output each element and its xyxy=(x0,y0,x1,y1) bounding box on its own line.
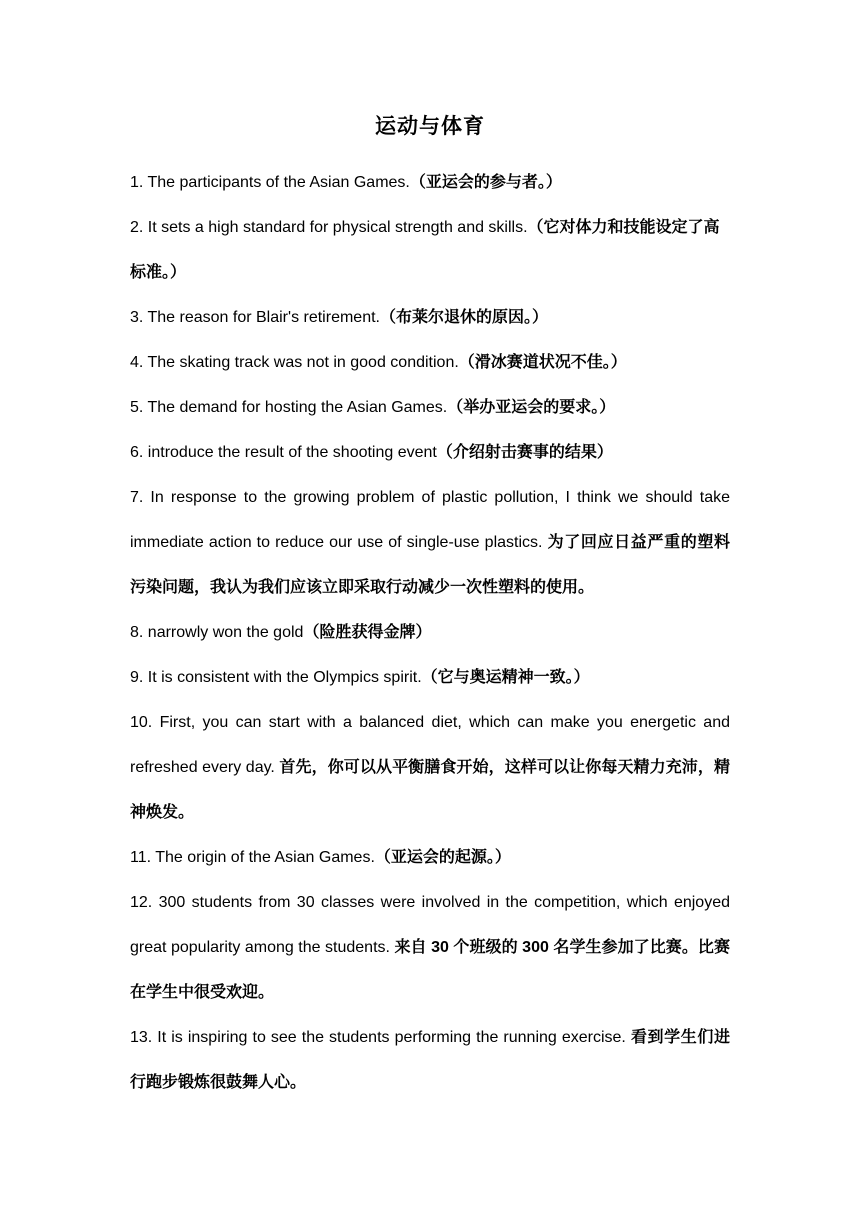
english-text: 2. It sets a high standard for physical strength and skills. xyxy=(130,219,528,236)
english-text: 11. The origin of the Asian Games. xyxy=(130,849,375,866)
chinese-text: （它对体力和技能设定了高标准。） xyxy=(130,219,720,281)
chinese-text: （亚运会的起源。） xyxy=(374,849,511,866)
list-item xyxy=(130,385,730,430)
english-text: 6. introduce the result of the shooting event xyxy=(130,444,437,461)
english-text: 5. The demand for hosting the Asian Games. xyxy=(130,399,448,416)
english-text: 3. The reason for Blair's retirement. xyxy=(130,309,380,326)
list-item xyxy=(130,295,730,340)
sentence-list xyxy=(130,160,735,1105)
chinese-text: （布莱尔退休的原因。） xyxy=(379,309,548,326)
english-text: 12. 300 students from 30 classes were involved in the competition, which enjoyed great popularity among the students. xyxy=(130,894,735,956)
list-item xyxy=(130,340,730,385)
chinese-text: 看到学生们进行跑步锻炼很鼓舞人心。 xyxy=(130,1029,730,1091)
chinese-text: 为了回应日益严重的塑料污染问题，我认为我们应该立即采取行动减少一次性塑料的使用。 xyxy=(130,534,730,596)
list-item xyxy=(130,880,735,1015)
chinese-text: （亚运会的参与者。） xyxy=(409,174,562,191)
chinese-text: （险胜获得金牌） xyxy=(303,624,432,641)
page-title: 运动与体育 xyxy=(375,115,485,138)
list-item xyxy=(130,205,730,295)
list-item xyxy=(130,1015,730,1105)
english-text: 1. The participants of the Asian Games. xyxy=(130,174,410,191)
chinese-text: 首先，你可以从平衡膳食开始，这样可以让你每天精力充沛，精神焕发。 xyxy=(130,759,730,821)
english-text: 4. The skating track was not in good condition. xyxy=(130,354,459,371)
list-item xyxy=(130,700,735,835)
list-item xyxy=(130,610,730,655)
list-item xyxy=(130,475,735,610)
list-item xyxy=(130,160,730,205)
english-text: 9. It is consistent with the Olympics spirit. xyxy=(130,669,422,686)
english-text: 13. It is inspiring to see the students performing the running exercise. xyxy=(130,1029,631,1046)
english-text: 7. In response to the growing problem of plastic pollution, I think we should take immediate action to reduce our use of single-use plastics. xyxy=(130,489,735,551)
chinese-text: （举办亚运会的要求。） xyxy=(447,399,616,416)
list-item xyxy=(130,430,730,475)
chinese-text: （介绍射击赛事的结果） xyxy=(436,444,613,461)
chinese-text: （它与奥运精神一致。） xyxy=(421,669,590,686)
chinese-text: （滑冰赛道状况不佳。） xyxy=(458,354,627,371)
list-item xyxy=(130,835,730,880)
english-text: 8. narrowly won the gold xyxy=(130,624,304,641)
english-text: 10. First, you can start with a balanced diet, which can make you energetic and refreshed every day. xyxy=(130,714,735,776)
list-item xyxy=(130,655,730,700)
chinese-text: 来自 30 个班级的 300 名学生参加了比赛。比赛在学生中很受欢迎。 xyxy=(130,939,730,1001)
